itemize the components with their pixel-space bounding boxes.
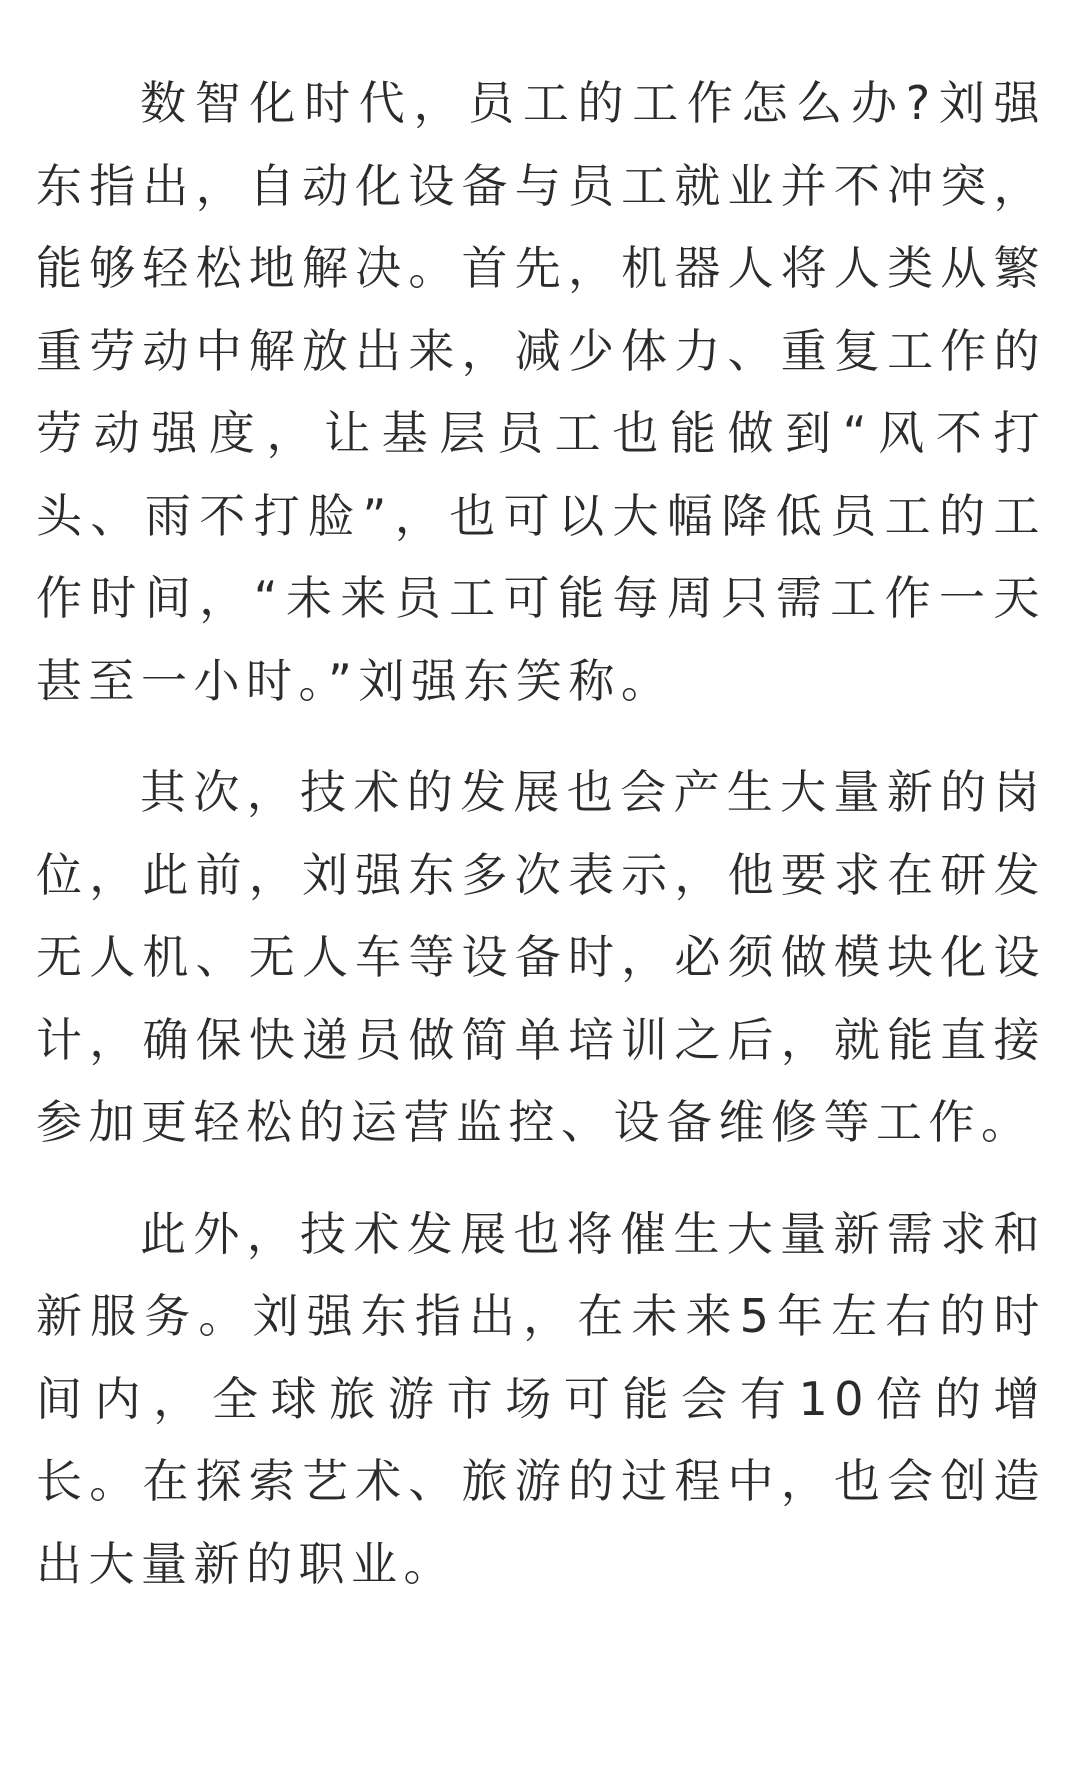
paragraph-1: 数智化时代，员工的工作怎么办?刘强东指出，自动化设备与员工就业并不冲突，能够轻松地解决。首先，机器人将人类从繁重劳动中解放出来，减少体力、重复工作的劳动强度，让基层员工也能做到“风不打头、雨不打脸”，也可以大幅降低员工的工作时间，“未来员工可能每周只需工作一天甚至一小时。”刘强东笑称。 (36, 76, 1046, 708)
paragraph-3: 此外，技术发展也将催生大量新需求和新服务。刘强东指出，在未来5年左右的时间内，全球旅游市场可能会有10倍的增长。在探索艺术、旅游的过程中，也会创造出大量新的职业。 (36, 1206, 1046, 1591)
paragraph-2: 其次，技术的发展也会产生大量新的岗位，此前，刘强东多次表示，他要求在研发无人机、无人车等设备时，必须做模块化设计，确保快递员做简单培训之后，就能直接参加更轻松的运营监控、设备维修等工作。 (36, 765, 1046, 1149)
